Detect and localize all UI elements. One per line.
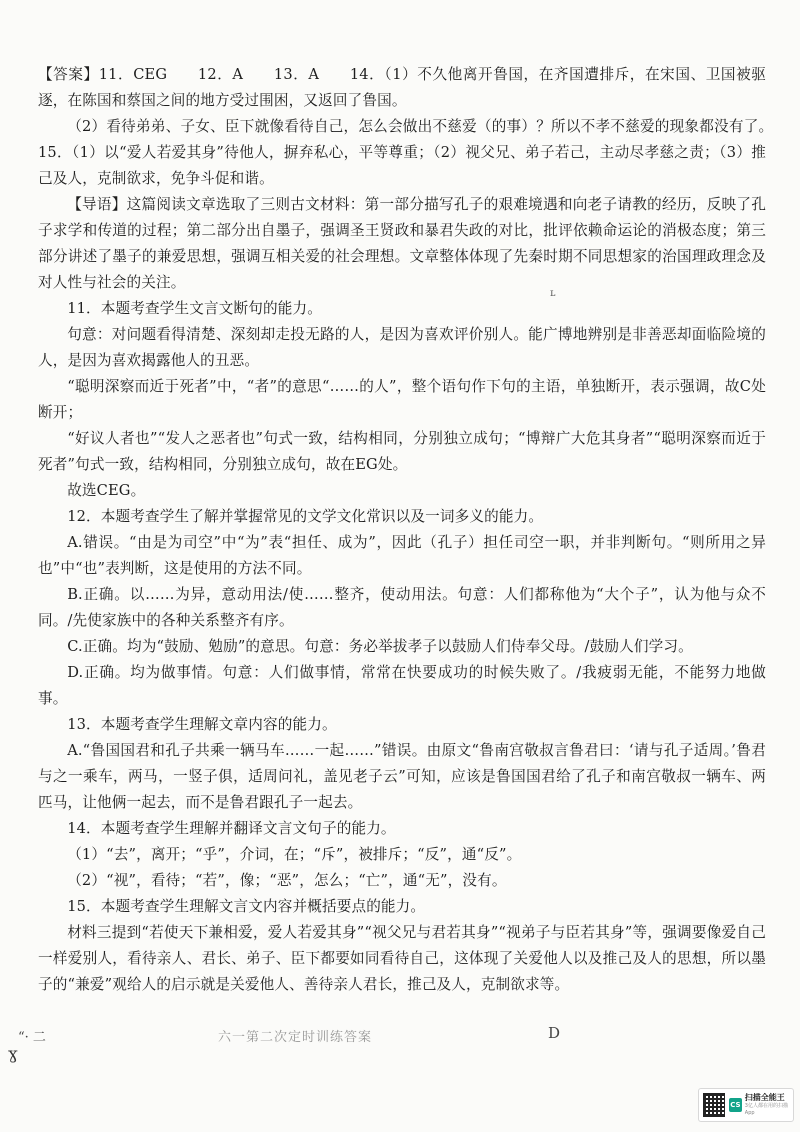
qr-code-icon: [703, 1093, 725, 1117]
footer-page-mark: D: [548, 1024, 561, 1042]
paragraph: 14．本题考查学生理解并翻译文言文句子的能力。: [67, 820, 396, 837]
footer-left-mark: “· 二: [18, 1030, 46, 1045]
paragraph: 11．本题考查学生文言文断句的能力。: [67, 300, 322, 317]
paragraph: 13．本题考查学生理解文章内容的能力。: [67, 716, 337, 733]
corner-mark: ɣ: [8, 1044, 18, 1063]
answer-content: [38, 62, 781, 998]
paragraph: （2）看待弟弟、子女、臣下就像看待自己，怎么会做出不慈爱（的事）？所以不孝不慈爱的现象都没有了。 15．（1）以“爱人若爱其身”待他人，摒弃私心，平等尊重；（2）视父兄、弟子若己，主动尽孝慈之责；（3）推己及人，克制欲求，免争斗促和谐。: [38, 118, 781, 187]
paragraph: A.“鲁国国君和孔子共乘一辆马车……一起……”错误。由原文“鲁南宫敬叔言鲁君曰：‘请与孔子适周。’鲁君与之一乘车，两马，一竖子俱，适周问礼，盖见老子云”可知，应该是鲁国国君给了孔子和南宫敬叔一辆车、两匹马，让他俩一起去，而不是鲁君跟孔子一起去。: [38, 742, 766, 811]
paragraph: “聪明深察而近于死者”中，“者”的意思“……的人”，整个语句作下句的主语，单独断开，表示强调，故C处断开；: [38, 378, 766, 421]
paragraph: D.正确。均为做事情。句意：人们做事情，常常在快要成功的时候失败了。/我疲弱无能，不能努力地做事。: [38, 664, 766, 707]
scanner-text: [745, 1093, 793, 1117]
paragraph: （1）“去”，离开；“乎”，介词，在；“斥”，被排斥；“反”，通“反”。: [67, 846, 522, 863]
paragraph: （2）“视”，看待；“若”，像；“恶”，怎么；“亡”，通“无”，没有。: [67, 872, 507, 889]
scanner-subtitle: 3亿人都在用的扫描App: [744, 1103, 788, 1116]
paragraph: B.正确。以……为异，意动用法/使……整齐，使动用法。句意：人们都称他为“大个子”，认为他与众不同。/先使家族中的各种关系整齐有序。: [38, 586, 766, 629]
paragraph: 故选CEG。: [67, 482, 146, 499]
paragraph: 12．本题考查学生了解并掌握常见的文学文化常识以及一词多义的能力。: [67, 508, 544, 525]
scanner-title: 扫描全能王: [744, 1093, 785, 1102]
paragraph: “好议人者也”“发人之恶者也”句式一致，结构相同，分别独立成句；“博辩广大危其身者”“聪明深察而近于死者”句式一致，结构相同，分别独立成句，故在EG处。: [38, 430, 766, 473]
paragraph: 15．本题考查学生理解文言文内容并概括要点的能力。: [67, 898, 426, 915]
scanner-watermark: [698, 1088, 794, 1122]
camscanner-logo-icon: CS: [729, 1098, 742, 1112]
paragraph: A.错误。“由是为司空”中“为”表“担任、成为”，因此（孔子）担任司空一职，并非判断句。“则所用之异也”中“也”表判断，这是使用的方法不同。: [38, 534, 766, 577]
paragraph: 句意：对问题看得清楚、深刻却走投无路的人，是因为喜欢评价别人。能广博地辨别是非善恶却面临险境的人，是因为喜欢揭露他人的丑恶。: [38, 326, 766, 369]
stray-mark: ʟ: [550, 288, 556, 299]
paragraph: 【导语】这篇阅读文章选取了三则古文材料：第一部分描写孔子的艰难境遇和向老子请教的经历，反映了孔子求学和传道的过程；第二部分出自墨子，强调圣王贤政和暴君失政的对比，批评依赖命运论的消极态度；第三部分讲述了墨子的兼爱思想，强调互相关爱的社会理想。文章整体体现了先秦时期不同思想家的治国理政理念及对人性与社会的关注。: [38, 196, 766, 291]
footer-title: 六一第二次定时训练答案: [218, 1030, 373, 1045]
paragraph: 材料三提到“若使天下兼相爱，爱人若爱其身”“视父兄与君若其身”“视弟子与臣若其身”等，强调要像爱自己一样爱别人，看待亲人、君长、弟子、臣下都要如同看待自己，这体现了关爱他人以及推己及人的思想，所以墨子的“兼爱”观给人的启示就是关爱他人、善待亲人君长，推己及人，克制欲求等。: [38, 924, 766, 993]
paragraph: C.正确。均为“鼓励、勉励”的意思。句意：务必举拔孝子以鼓励人们侍奉父母。/鼓励人们学习。: [67, 638, 693, 655]
paragraph: 【答案】11．CEG 12．A 13．A 14．（1）不久他离开鲁国，在齐国遭排斥，在宋国、卫国被驱逐，在陈国和蔡国之间的地方受过围困，又返回了鲁国。: [38, 66, 766, 109]
page-footer: [0, 1018, 800, 1058]
